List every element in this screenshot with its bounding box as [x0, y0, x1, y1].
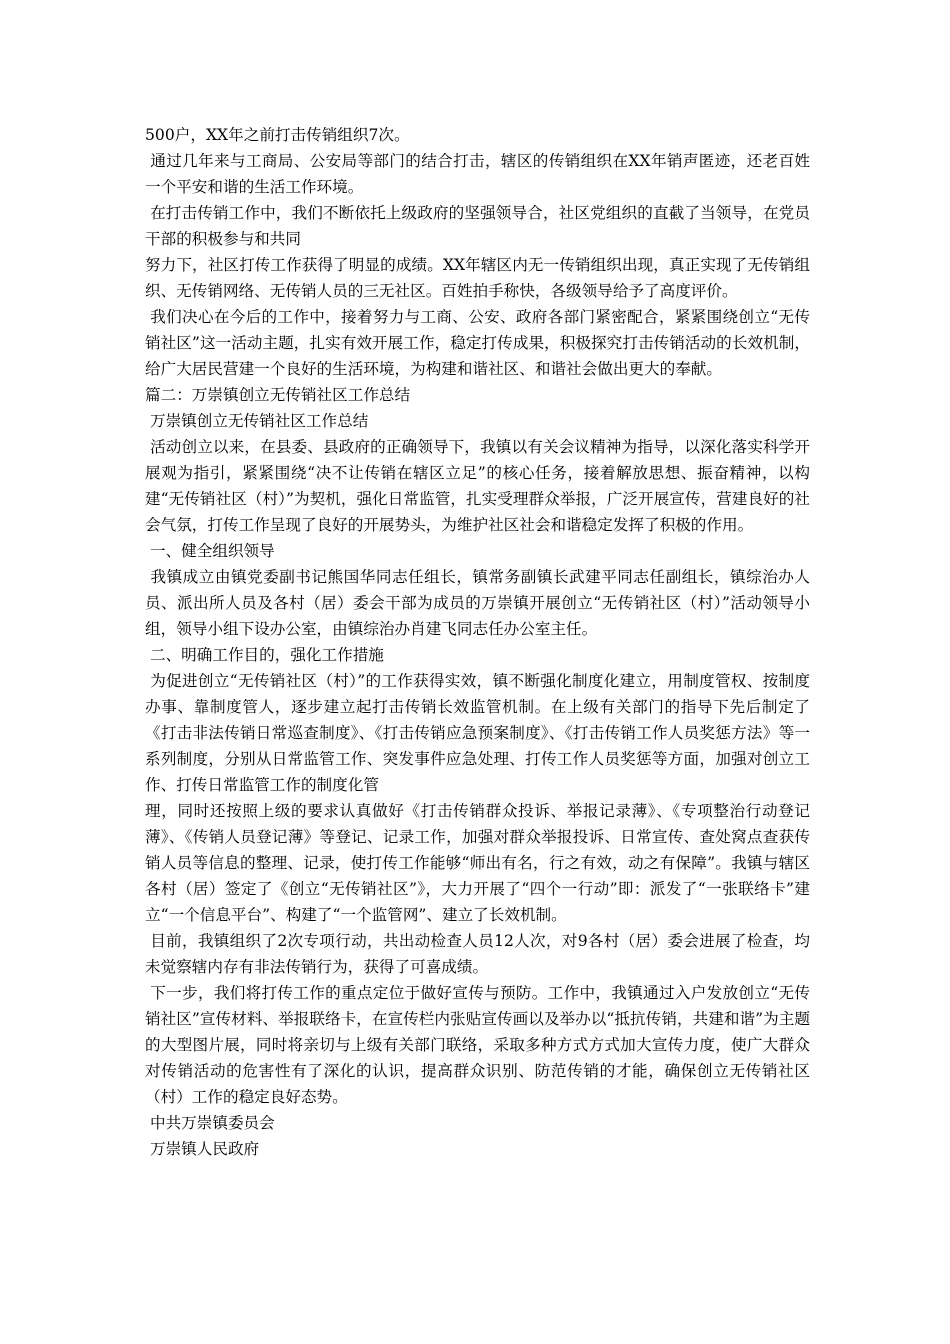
- signature-line: 中共万崇镇委员会: [145, 1114, 275, 1132]
- section-heading: 篇二：万崇镇创立无传销社区工作总结: [145, 386, 411, 404]
- paragraph: 理，同时还按照上级的要求认真做好《打击传销群众投诉、举报记录薄》、《专项整治行动登记薄》、《传销人员登记薄》等登记、记录工作，加强对群众举报投诉、日常宣传、查处窝点查获传销人员等信息的整理、记录，使打传工作能够“师出有名，行之有效，动之有保障”。我镇与辖区各村（居）签定了《创立“无传销社区”》，大力开展了“四个一行动”即：派发了“一张联络卡”建立“一个信息平台”、构建了“一个监管网”、建立了长效机制。: [145, 802, 810, 924]
- paragraph: 我镇成立由镇党委副书记熊国华同志任组长，镇常务副镇长武建平同志任副组长，镇综治办人员、派出所人员及各村（居）委会干部为成员的万崇镇开展创立“无传销社区（村）”活动领导小组，领导小组下设办公室，由镇综治办肖建飞同志任办公室主任。: [145, 568, 810, 638]
- signature-line: 万崇镇人民政府: [145, 1140, 260, 1158]
- paragraph: 我们决心在今后的工作中，接着努力与工商、公安、政府各部门紧密配合，紧紧围绕创立“无传销社区”这一活动主题，扎实有效开展工作，稳定打传成果，积极探究打击传销活动的长效机制，给广大居民营建一个良好的生活环境，为构建和谐社区、和谐社会做出更大的奉献。: [145, 308, 810, 378]
- paragraph: 500户，XX年之前打击传销组织7次。: [145, 126, 410, 144]
- document-title: 万崇镇创立无传销社区工作总结: [145, 412, 369, 430]
- section-heading: 一、健全组织领导: [145, 542, 275, 560]
- paragraph: 为促进创立“无传销社区（村）”的工作获得实效，镇不断强化制度化建立，用制度管权、按制度办事、靠制度管人，逐步建立起打击传销长效监管机制。在上级有关部门的指导下先后制定了《打击非法传销日常巡查制度》、《打击传销应急预案制度》、《打击传销工作人员奖惩方法》等一系列制度，分别从日常监管工作、突发事件应急处理、打传工作人员奖惩等方面，加强对创立工作、打传日常监管工作的制度化管: [145, 672, 810, 794]
- paragraph: 目前，我镇组织了2次专项行动，共出动检查人员12人次，对9各村（居）委会进展了检查，均未觉察辖内存有非法传销行为，获得了可喜成绩。: [145, 932, 810, 976]
- paragraph: 努力下，社区打传工作获得了明显的成绩。XX年辖区内无一传销组织出现，真正实现了无传销组织、无传销网络、无传销人员的三无社区。百姓拍手称快，各级领导给予了高度评价。: [145, 256, 810, 300]
- document-body: [145, 122, 810, 1162]
- section-heading: 二、明确工作目的，强化工作措施: [145, 646, 384, 664]
- paragraph: 下一步，我们将打传工作的重点定位于做好宣传与预防。工作中，我镇通过入户发放创立“无传销社区”宣传材料、举报联络卡，在宣传栏内张贴宣传画以及举办以“抵抗传销，共建和谐”为主题的大型图片展，同时将亲切与上级有关部门联络，采取多种方式方式加大宣传力度，使广大群众对传销活动的危害性有了深化的认识，提高群众识别、防范传销的才能，确保创立无传销社区（村）工作的稳定良好态势。: [145, 984, 810, 1106]
- paragraph: 活动创立以来，在县委、县政府的正确领导下，我镇以有关会议精神为指导，以深化落实科学开展观为指引，紧紧围绕“决不让传销在辖区立足”的核心任务，接着解放思想、振奋精神，以构建“无传销社区（村）”为契机，强化日常监管，扎实受理群众举报，广泛开展宣传，营建良好的社会气氛，打传工作呈现了良好的开展势头，为维护社区社会和谐稳定发挥了积极的作用。: [145, 438, 810, 534]
- paragraph: 在打击传销工作中，我们不断依托上级政府的坚强领导合，社区党组织的直截了当领导，在党员干部的积极参与和共同: [145, 204, 810, 248]
- paragraph: 通过几年来与工商局、公安局等部门的结合打击，辖区的传销组织在XX年销声匿迹，还老百姓一个平安和谐的生活工作环境。: [145, 152, 810, 196]
